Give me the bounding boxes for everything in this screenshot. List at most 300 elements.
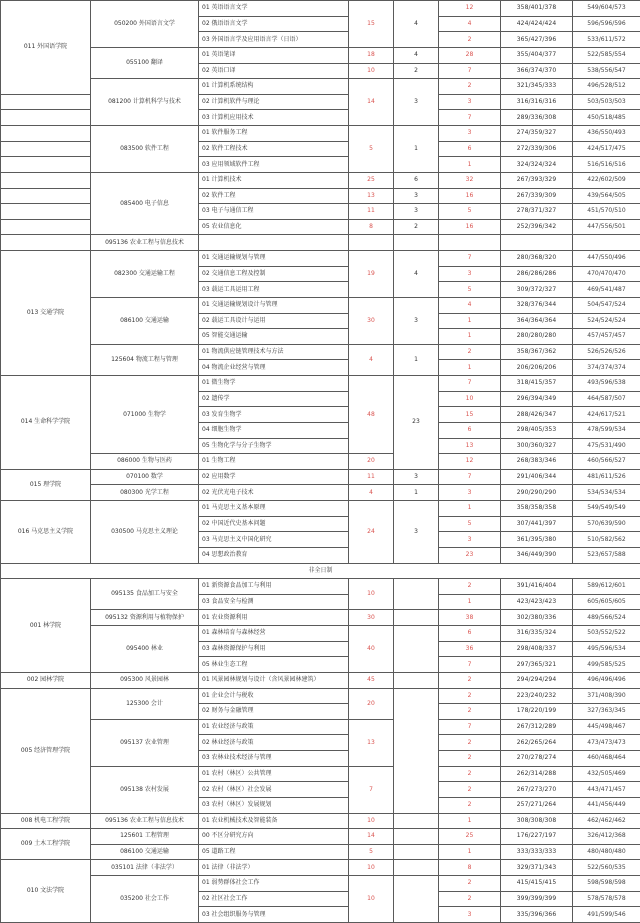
apply-count-cell: 25 [439,829,501,845]
table-row [1,454,640,470]
quota-cell: 10 [349,860,394,876]
total-score-range-cell: 436/550/493 [573,126,640,142]
direction-cell: 01 交通运输规划与管理 [199,251,349,267]
direction-cell: 02 应用数学 [199,469,349,485]
score-range-cell: 262/314/288 [501,766,573,782]
score-range-cell: 316/316/316 [501,94,573,110]
total-score-range-cell: 480/480/480 [573,844,640,860]
college-cell: 005 经济管理学院 [1,688,91,813]
total-score-range-cell: 457/457/457 [573,329,640,345]
apply-count-cell: 5 [439,282,501,298]
apply-count-cell: 3 [439,532,501,548]
direction-cell: 03 农村（林区）发展规划 [199,797,349,813]
recommend-cell [394,860,439,876]
table-row [1,469,640,485]
college-cell: 016 马克思主义学院 [1,501,91,564]
apply-count-cell: 4 [439,297,501,313]
direction-cell: 01 企业会计与税收 [199,688,349,704]
total-score-range-cell: 598/598/598 [573,876,640,892]
apply-count-cell: 3 [439,126,501,142]
score-range-cell: 358/358/358 [501,501,573,517]
apply-count-cell: 6 [439,141,501,157]
direction-cell: 01 风景园林规划与设计（含风景园林建筑） [199,672,349,688]
score-range-cell: 280/368/320 [501,251,573,267]
quota-cell: 40 [349,626,394,673]
recommend-cell [394,626,439,673]
apply-count-cell: 3 [439,907,501,923]
total-score-range-cell: 524/524/524 [573,313,640,329]
direction-cell: 03 载运工具运用工程 [199,282,349,298]
recommend-cell: 2 [394,219,439,235]
table-row [1,235,640,251]
apply-count-cell: 6 [439,422,501,438]
direction-cell: 01 农业机械技术及智能装备 [199,813,349,829]
score-range-cell: 252/396/342 [501,219,573,235]
score-range-cell: 329/371/343 [501,860,573,876]
recommend-cell: 23 [394,376,439,470]
quota-cell: 4 [349,485,394,501]
recommend-cell [394,610,439,626]
quota-cell [349,235,394,251]
quota-cell: 30 [349,297,394,344]
recommend-cell: 2 [394,63,439,79]
score-range-cell: 280/280/280 [501,329,573,345]
direction-cell: 01 英语笔译 [199,47,349,63]
total-score-range-cell: 443/471/457 [573,782,640,798]
score-range-cell: 268/383/346 [501,454,573,470]
quota-cell: 45 [349,672,394,688]
quota-cell: 24 [349,501,394,564]
quota-cell: 15 [349,1,394,48]
recommend-cell: 6 [394,172,439,188]
apply-count-cell: 2 [439,704,501,720]
direction-cell: 01 农业经济与政策 [199,719,349,735]
direction-cell: 03 森林资源保护与利用 [199,641,349,657]
section-row [1,563,640,579]
total-score-range-cell: 326/412/368 [573,829,640,845]
direction-cell: 01 微生物学 [199,376,349,392]
major-cell: 086000 生物与医药 [91,454,199,470]
quota-cell: 10 [349,579,394,610]
table-row [1,766,640,782]
direction-cell: 01 物流供应链管理技术与方法 [199,344,349,360]
direction-cell: 02 载运工具设计与运用 [199,313,349,329]
table-row [1,172,640,188]
quota-cell: 13 [349,719,394,766]
major-cell: 095136 农业工程与信息技术 [91,235,199,251]
college-cell [1,235,91,251]
direction-cell: 01 生物工程 [199,454,349,470]
score-range-cell: 364/364/364 [501,313,573,329]
direction-cell: 02 软件工程 [199,188,349,204]
college-cell [1,110,91,126]
score-range-cell: 288/426/347 [501,407,573,423]
quota-cell: 14 [349,79,394,126]
table-row [1,344,640,360]
total-score-range-cell: 499/585/525 [573,657,640,673]
apply-count-cell: 16 [439,188,501,204]
direction-cell: 01 农业资源利用 [199,610,349,626]
recommend-cell: 3 [394,469,439,485]
apply-count-cell: 7 [439,63,501,79]
college-cell: 010 文法学院 [1,860,91,923]
table-row [1,579,640,595]
direction-cell: 01 交通运输规划设计与管理 [199,297,349,313]
total-score-range-cell: 523/657/588 [573,547,640,563]
direction-cell: 02 遗传学 [199,391,349,407]
apply-count-cell: 2 [439,876,501,892]
total-score-range-cell: 447/550/496 [573,251,640,267]
score-range-cell: 272/339/306 [501,141,573,157]
score-range-cell: 294/294/294 [501,672,573,688]
total-score-range-cell: 450/518/485 [573,110,640,126]
direction-cell: 02 软件工程技术 [199,141,349,157]
apply-count-cell: 1 [439,329,501,345]
major-cell: 030500 马克思主义理论 [91,501,199,564]
total-score-range-cell: 503/552/522 [573,626,640,642]
apply-count-cell: 10 [439,391,501,407]
quota-cell: 30 [349,610,394,626]
major-cell: 082300 交通运输工程 [91,251,199,298]
direction-cell: 01 计算机系统结构 [199,79,349,95]
score-range-cell: 267/312/289 [501,719,573,735]
direction-cell: 03 农林业技术经济与管理 [199,751,349,767]
total-score-range-cell: 451/570/510 [573,204,640,220]
total-score-range-cell: 327/363/345 [573,704,640,720]
total-score-range-cell: 549/549/549 [573,501,640,517]
recommend-cell: 3 [394,204,439,220]
apply-count-cell: 3 [439,266,501,282]
direction-cell: 03 应用领域软件工程 [199,157,349,173]
apply-count-cell: 7 [439,469,501,485]
score-range-cell: 267/393/329 [501,172,573,188]
total-score-range-cell: 493/596/538 [573,376,640,392]
apply-count-cell: 1 [439,501,501,517]
college-cell: 002 园林学院 [1,672,91,688]
major-cell: 095400 林业 [91,626,199,673]
score-range-cell: 308/308/308 [501,813,573,829]
direction-cell: 04 思想政治教育 [199,547,349,563]
score-range-cell: 289/336/308 [501,110,573,126]
total-score-range-cell: 445/498/467 [573,719,640,735]
score-range-cell: 318/415/357 [501,376,573,392]
major-cell: 095135 食品加工与安全 [91,579,199,610]
total-score-range-cell: 422/602/509 [573,172,640,188]
recommend-cell: 3 [394,79,439,126]
total-score-range-cell: 424/617/521 [573,407,640,423]
major-cell: 095137 农业管理 [91,719,199,766]
total-score-range-cell: 504/547/524 [573,297,640,313]
apply-count-cell: 6 [439,626,501,642]
quota-cell: 11 [349,204,394,220]
total-score-range-cell: 522/560/535 [573,860,640,876]
total-score-range-cell: 538/556/547 [573,63,640,79]
apply-count-cell: 7 [439,719,501,735]
total-score-range-cell: 460/566/527 [573,454,640,470]
total-score-range-cell: 549/604/573 [573,1,640,17]
direction-cell: 01 计算机技术 [199,172,349,188]
total-score-range-cell: 475/531/490 [573,438,640,454]
apply-count-cell: 12 [439,454,501,470]
total-score-range-cell: 462/462/462 [573,813,640,829]
total-score-range-cell: 596/596/596 [573,16,640,32]
table-row [1,688,640,704]
major-cell: 095138 农村发展 [91,766,199,813]
recommend-cell: 4 [394,251,439,298]
quota-cell: 11 [349,469,394,485]
score-range-cell: 178/220/199 [501,704,573,720]
direction-cell: 02 光伏光电子技术 [199,485,349,501]
direction-cell: 03 计算机应用技术 [199,110,349,126]
quota-cell: 48 [349,376,394,454]
total-score-range-cell: 473/473/473 [573,735,640,751]
table-row [1,844,640,860]
recommend-cell: 4 [394,1,439,48]
direction-cell: 02 英语口译 [199,63,349,79]
direction-cell: 01 新资源食品加工与利用 [199,579,349,595]
direction-cell: 02 计算机软件与理论 [199,94,349,110]
direction-cell: 05 农业信息化 [199,219,349,235]
score-range-cell: 391/416/404 [501,579,573,595]
recommend-cell: 3 [394,297,439,344]
apply-count-cell: 13 [439,438,501,454]
table-row [1,719,640,735]
recommend-cell [394,829,439,845]
table-row [1,47,640,63]
quota-cell: 10 [349,876,394,923]
table-row [1,485,640,501]
direction-cell: 01 马克思主义基本原理 [199,501,349,517]
major-cell: 071000 生物学 [91,376,199,454]
recommend-cell: 3 [394,501,439,564]
score-range-cell: 267/273/270 [501,782,573,798]
total-score-range-cell: 522/585/554 [573,47,640,63]
apply-count-cell: 2 [439,344,501,360]
apply-count-cell: 8 [439,860,501,876]
apply-cell [439,235,501,251]
major-cell: 125604 物流工程与管理 [91,344,199,375]
score-range-cell: 358/367/362 [501,344,573,360]
total-score-range-cell: 570/639/590 [573,516,640,532]
table-row [1,501,640,517]
major-cell: 081200 计算机科学与技术 [91,79,199,126]
direction-cell: 02 林业经济与政策 [199,735,349,751]
table-row [1,1,640,17]
score-range-cell: 267/339/309 [501,188,573,204]
total-score-range-cell: 424/517/475 [573,141,640,157]
direction-cell: 04 物流企业经营与管理 [199,360,349,376]
apply-count-cell: 2 [439,688,501,704]
direction-cell: 02 俄语语言文学 [199,16,349,32]
total-score-range-cell: 447/556/501 [573,219,640,235]
direction-cell: 02 财务与金融管理 [199,704,349,720]
quota-cell: 25 [349,172,394,188]
score-range-cell: 176/227/197 [501,829,573,845]
score-range-cell: 300/360/327 [501,438,573,454]
table-row [1,829,640,845]
recommend-cell: 1 [394,126,439,173]
quota-cell: 20 [349,454,394,470]
direction-cell: 01 英语语言文学 [199,1,349,17]
score-range-cell: 324/324/324 [501,157,573,173]
quota-cell: 5 [349,126,394,173]
score-range-cell: 257/271/264 [501,797,573,813]
total-score-range-cell: 489/566/524 [573,610,640,626]
major-cell: 095136 农业工程与信息技术 [91,813,199,829]
major-cell: 095132 资源利用与植物保护 [91,610,199,626]
apply-count-cell: 7 [439,657,501,673]
total-score-range-cell: 534/534/534 [573,485,640,501]
table-body [1,1,640,923]
apply-count-cell: 2 [439,79,501,95]
direction-cell: 01 农村（林区）公共管理 [199,766,349,782]
apply-count-cell: 2 [439,797,501,813]
score-range-cell: 365/427/396 [501,32,573,48]
college-cell: 011 外国语学院 [1,1,91,95]
total-score-range-cell: 526/526/526 [573,344,640,360]
college-cell [1,204,91,220]
apply-count-cell: 3 [439,94,501,110]
major-cell: 125300 会计 [91,688,199,719]
total-score-range-cell: 432/505/469 [573,766,640,782]
apply-count-cell: 5 [439,204,501,220]
recommend-cell: 1 [394,485,439,501]
score-range-cell: 270/278/274 [501,751,573,767]
major-cell: 125601 工程管理 [91,829,199,845]
apply-count-cell: 2 [439,672,501,688]
major-cell: 055100 翻译 [91,47,199,78]
college-cell [1,141,91,157]
score-range-cell: 333/333/333 [501,844,573,860]
college-cell [1,188,91,204]
apply-count-cell: 23 [439,547,501,563]
recommend-cell [394,876,439,923]
total-score-range-cell: 605/605/605 [573,594,640,610]
direction-cell: 05 林业生态工程 [199,657,349,673]
apply-count-cell: 3 [439,485,501,501]
score-range-cell: 309/372/327 [501,282,573,298]
table-row [1,297,640,313]
recommend-cell: 4 [394,47,439,63]
recommend-cell [394,844,439,860]
score-range-cell: 274/359/327 [501,126,573,142]
direction-cell: 01 森林培育与森林经营 [199,626,349,642]
direction-cell: 01 弱势群体社会工作 [199,876,349,892]
score-range-cell: 355/404/377 [501,47,573,63]
apply-count-cell: 5 [439,516,501,532]
major-cell: 035200 社会工作 [91,876,199,923]
recommend-cell [394,813,439,829]
table-row [1,610,640,626]
table-row [1,251,640,267]
apply-count-cell: 2 [439,782,501,798]
major-cell: 035101 法律（非法学） [91,860,199,876]
table-row [1,813,640,829]
major-cell: 080300 光学工程 [91,485,199,501]
table-row [1,126,640,142]
total-score-range-cell: 460/468/464 [573,751,640,767]
college-cell: 013 交通学院 [1,251,91,376]
apply-count-cell: 28 [439,47,501,63]
college-cell [1,126,91,142]
direction-cell: 03 马克思主义中国化研究 [199,532,349,548]
score-range-cell: 361/395/380 [501,532,573,548]
section-label: 非全日制 [1,563,640,579]
direction-cell: 02 交通信息工程及控制 [199,266,349,282]
table-row [1,376,640,392]
quota-cell: 10 [349,63,394,79]
college-cell: 008 机电工程学院 [1,813,91,829]
score-range-cell: 296/394/349 [501,391,573,407]
apply-count-cell: 32 [439,172,501,188]
quota-cell: 20 [349,688,394,719]
apply-count-cell: 2 [439,735,501,751]
major-cell: 050200 外国语言文学 [91,1,199,48]
score-range-cell: 335/396/366 [501,907,573,923]
major-cell: 086100 交通运输 [91,297,199,344]
apply-count-cell: 2 [439,766,501,782]
college-cell [1,157,91,173]
score-range-cell: 328/376/344 [501,297,573,313]
table-row [1,79,640,95]
direction-cell: 03 发育生物学 [199,407,349,423]
direction-cell: 04 细胞生物学 [199,422,349,438]
total-score-range-cell: 510/582/562 [573,532,640,548]
total-score-range-cell: 503/503/503 [573,94,640,110]
score-range-cell: 206/206/206 [501,360,573,376]
quota-cell: 14 [349,829,394,845]
score-range-cell [501,235,573,251]
apply-count-cell: 1 [439,813,501,829]
score-range-cell: 346/449/390 [501,547,573,563]
quota-cell: 13 [349,188,394,204]
score-range-cell: 399/399/399 [501,891,573,907]
major-cell: 095300 风景园林 [91,672,199,688]
recommend-cell [394,688,439,813]
total-score-range-cell: 470/470/470 [573,266,640,282]
college-cell: 001 林学院 [1,579,91,673]
direction-cell [199,235,349,251]
college-cell: 014 生命科学学院 [1,376,91,470]
apply-count-cell: 15 [439,407,501,423]
apply-count-cell: 2 [439,32,501,48]
recommend-cell: 1 [394,344,439,375]
apply-count-cell: 1 [439,157,501,173]
total-score-range-cell: 481/611/526 [573,469,640,485]
college-cell [1,219,91,235]
quota-cell: 10 [349,813,394,829]
table-row [1,860,640,876]
score-range-cell: 302/380/336 [501,610,573,626]
direction-cell: 05 智能交通运输 [199,329,349,345]
apply-count-cell: 36 [439,641,501,657]
quota-cell: 4 [349,344,394,375]
apply-count-cell: 16 [439,219,501,235]
score-range-cell: 415/415/415 [501,876,573,892]
major-cell: 083500 软件工程 [91,126,199,173]
quota-cell: 8 [349,219,394,235]
total-score-range-cell [573,235,640,251]
direction-cell: 01 法律（非法学） [199,860,349,876]
total-score-range-cell: 496/528/512 [573,79,640,95]
apply-count-cell: 7 [439,251,501,267]
table-row [1,626,640,642]
major-cell: 086100 交通运输 [91,844,199,860]
total-score-range-cell: 491/599/546 [573,907,640,923]
apply-count-cell: 2 [439,751,501,767]
apply-count-cell: 12 [439,1,501,17]
total-score-range-cell: 441/456/449 [573,797,640,813]
